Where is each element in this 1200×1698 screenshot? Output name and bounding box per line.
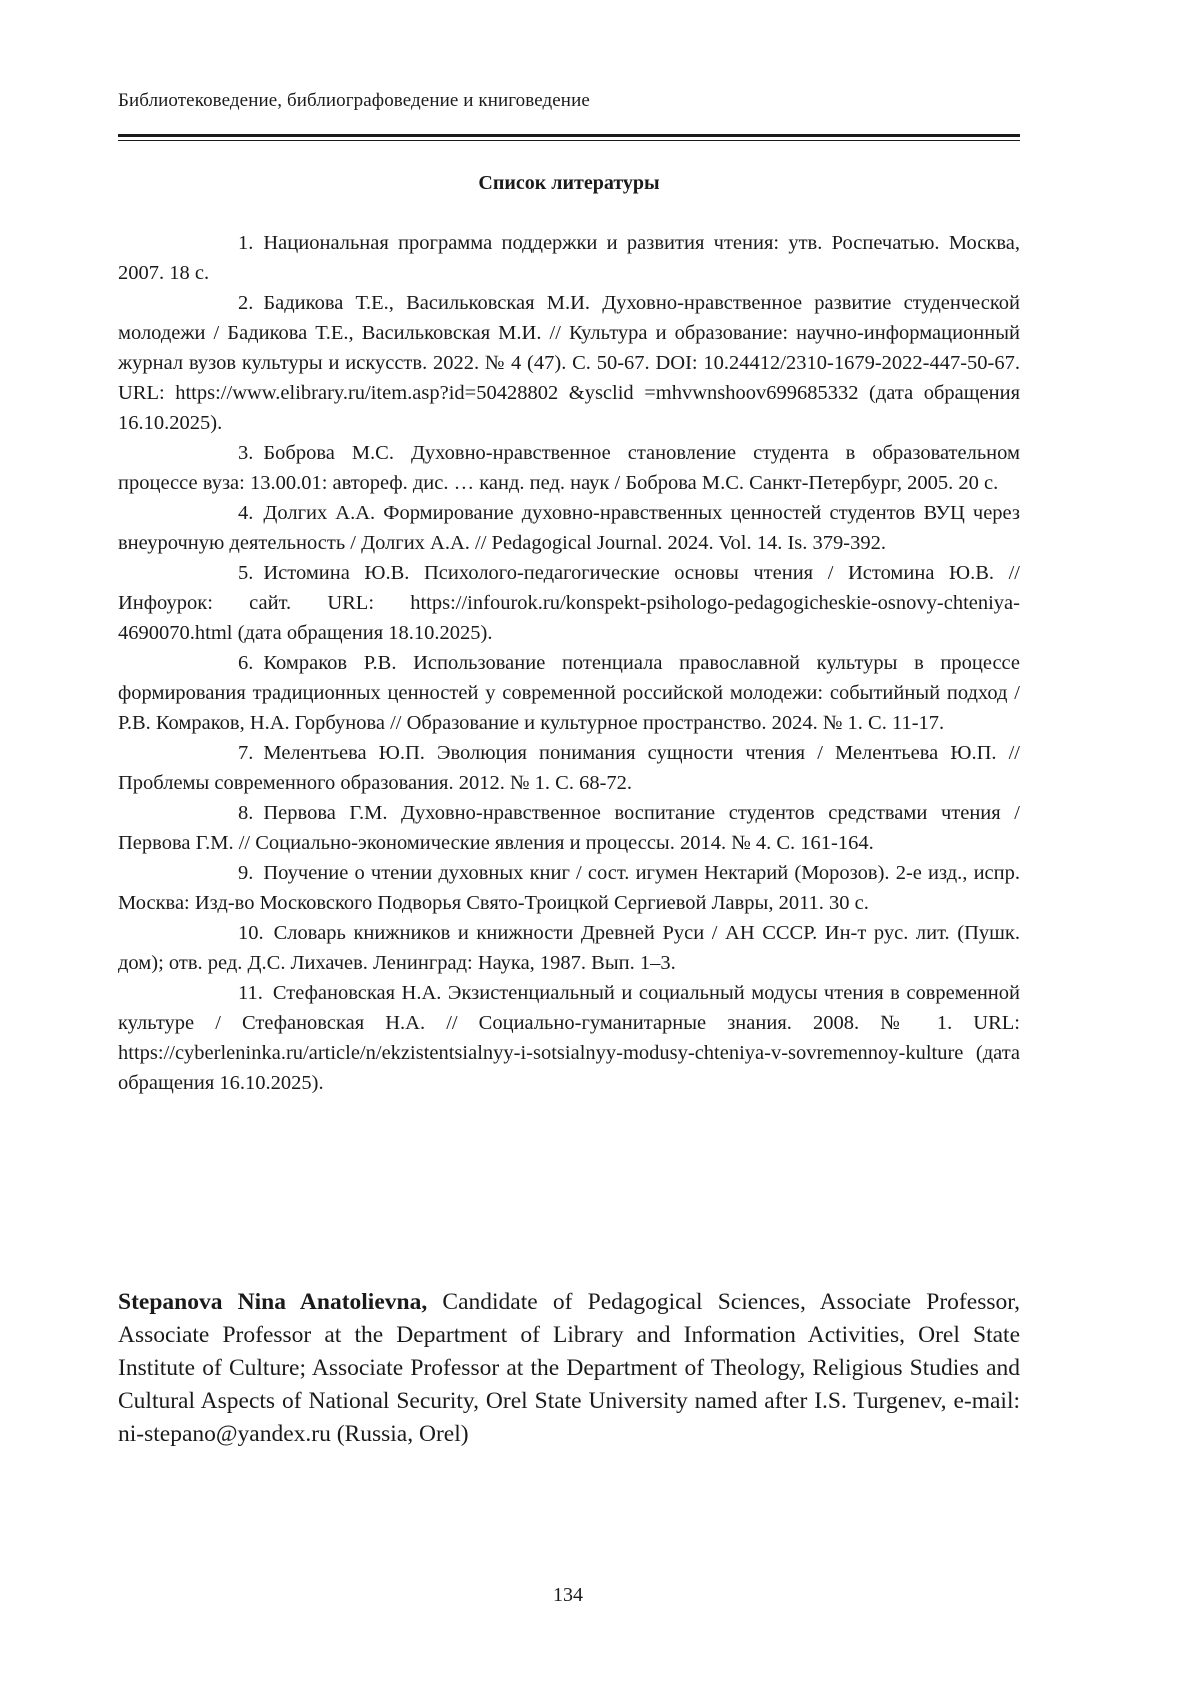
reference-text: Мелентьева Ю.П. Эволюция понимания сущности чтения / Мелентьева Ю.П. // Проблемы современного образования. 2012. № 1. С. 68-72. <box>118 742 1020 794</box>
reference-number: 2. <box>238 292 254 314</box>
reference-item <box>118 858 1020 918</box>
reference-number: 4. <box>238 502 254 524</box>
author-name: Stepanova Nina Anatolievna, <box>118 1289 428 1315</box>
reference-item <box>118 918 1020 978</box>
reference-list <box>118 228 1020 1098</box>
author-bio: Candidate of Pedagogical Sciences, Associate Professor, Associate Professor at the Department of Library and Information Activities, Orel State Institute of Culture; Associate Professor at the Department of Theology, Religious Studies and Cultural Aspects of National Security, Orel State University named after I.S. Turgenev, e-mail: ni-stepano@yandex.ru (Russia, Orel) <box>118 1289 1020 1447</box>
reference-number: 5. <box>238 562 254 584</box>
references-title: Список литературы <box>478 172 660 194</box>
reference-text: Первова Г.М. Духовно-нравственное воспитание студентов средствами чтения / Первова Г.М. // Социально-экономические явления и процессы. 2014. № 4. С. 161-164. <box>118 802 1020 854</box>
header-rule-thick <box>118 134 1020 137</box>
reference-item <box>118 648 1020 738</box>
reference-text: Истомина Ю.В. Психолого-педагогические основы чтения / Истомина Ю.В. // Инфоурок: сайт. URL: https://infourok.ru/konspekt-psihologo-pedagogicheskie-osnovy-chteniya-4690070.html (дата обращения 18.10.2025). <box>118 562 1020 644</box>
reference-item <box>118 798 1020 858</box>
reference-item <box>118 498 1020 558</box>
reference-item <box>118 558 1020 648</box>
reference-number: 9. <box>238 862 254 884</box>
reference-item <box>118 288 1020 438</box>
reference-number: 10. <box>238 922 264 944</box>
reference-text: Словарь книжников и книжности Древней Руси / АН СССР. Ин-т рус. лит. (Пушк. дом); отв. ред. Д.С. Лихачев. Ленинград: Наука, 1987. Вып. 1–3. <box>118 922 1020 974</box>
running-header: Библиотековедение, библиографоведение и книговедение <box>118 90 590 111</box>
reference-text: Поучение о чтении духовных книг / сост. игумен Нектарий (Морозов). 2-е изд., испр. Москва: Изд-во Московского Подворья Свято-Троицкой Сергиевой Лавры, 2011. 30 с. <box>118 862 1020 914</box>
reference-number: 8. <box>238 802 254 824</box>
reference-number: 11. <box>238 982 263 1004</box>
reference-item <box>118 438 1020 498</box>
reference-item <box>118 228 1020 288</box>
page-number: 134 <box>553 1584 583 1606</box>
reference-text: Комраков Р.В. Использование потенциала православной культуры в процессе формирования традиционных ценностей у современной российской молодежи: событийный подход / Р.В. Комраков, Н.А. Горбунова // Образование и культурное пространство. 2024. № 1. С. 11-17. <box>118 652 1020 734</box>
reference-item <box>118 978 1020 1098</box>
reference-number: 6. <box>238 652 254 674</box>
reference-text: Бадикова Т.Е., Васильковская М.И. Духовно-нравственное развитие студенческой молодежи / Бадикова Т.Е., Васильковская М.И. // Культура и образование: научно-информационный журнал вузов культуры и искусств. 2022. № 4 (47). С. 50-67. DOI: 10.24412/2310-1679-2022-447-50-67. URL: https://www.elibrary.ru/item.asp?id=50428802 &ysclid =mhvwnshoov699685332 (дата обращения 16.10.2025). <box>118 292 1020 434</box>
header-rule-thin <box>118 140 1020 141</box>
reference-number: 3. <box>238 442 254 464</box>
reference-item <box>118 738 1020 798</box>
author-info <box>118 1286 1020 1451</box>
reference-number: 7. <box>238 742 254 764</box>
reference-text: Долгих А.А. Формирование духовно-нравственных ценностей студентов ВУЦ через внеурочную деятельность / Долгих А.А. // Pedagogical Journal. 2024. Vol. 14. Is. 379-392. <box>118 502 1020 554</box>
reference-number: 1. <box>238 232 254 254</box>
reference-text: Боброва М.С. Духовно-нравственное становление студента в образовательном процессе вуза: 13.00.01: автореф. дис. … канд. пед. наук / Боброва М.С. Санкт-Петербург, 2005. 20 с. <box>118 442 1020 494</box>
reference-text: Национальная программа поддержки и развития чтения: утв. Роспечатью. Москва, 2007. 18 с. <box>118 232 1020 284</box>
reference-text: Стефановская Н.А. Экзистенциальный и социальный модусы чтения в современной культуре / Стефановская Н.А. // Социально-гуманитарные знания. 2008. № 1. URL: https://cyberleninka.ru/article/n/ekzistentsialnyy-i-sotsialnyy-modusy-chteniya-v-sovremennoy-kulture (дата обращения 16.10.2025). <box>118 982 1020 1094</box>
